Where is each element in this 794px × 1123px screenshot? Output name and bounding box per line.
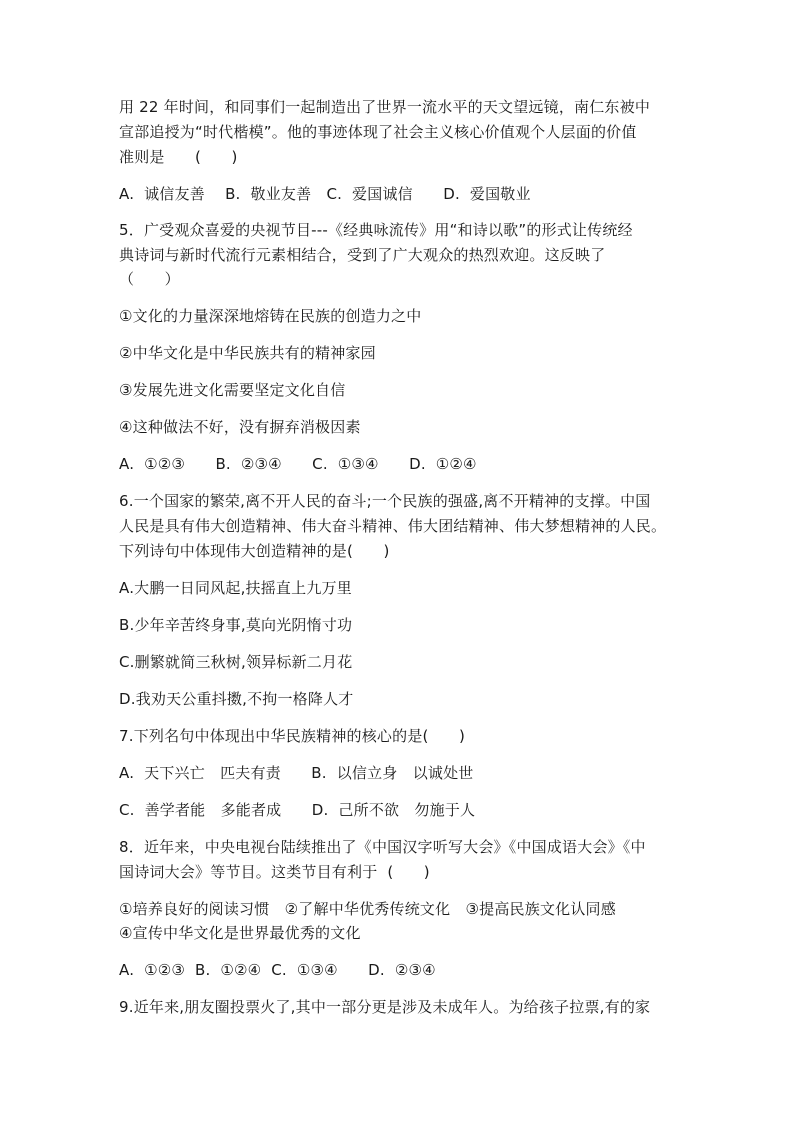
text-line: C.删繁就简三秋树,领异标新二月花 [119,653,353,671]
text-line: 准则是 ( ) [119,148,238,166]
text-line: A. 天下兴亡 匹夫有责 B. 以信立身 以诚处世 [119,764,474,782]
text-line: 5．广受观众喜爱的央视节目---《经典咏流传》用“和诗以歌”的形式让传统经 [119,221,633,239]
text-line: A.大鹏一日同风起,扶摇直上九万里 [119,579,352,597]
text-line: ②中华文化是中华民族共有的精神家园 [119,344,376,362]
text-line: 用 22 年时间，和同事们一起制造出了世界一流水平的天文望远镜，南仁东被中 [119,98,651,116]
text-line: ④宣传中华文化是世界最优秀的文化 [119,924,361,942]
text-line: （ ） [119,270,180,288]
text-line: 典诗词与新时代流行元素相结合，受到了广大观众的热烈欢迎。这反映了 [119,246,606,264]
text-line: 7.下列名句中体现出中华民族精神的核心的是( ) [119,727,466,745]
text-line: 下列诗句中体现伟大创造精神的是( ) [119,542,390,560]
text-line: B.少年辛苦终身事,莫向光阴惰寸功 [119,616,353,634]
text-line: A. ①②③ B. ②③④ C. ①③④ D. ①②④ [119,455,477,473]
text-line: ④这种做法不好，没有摒弃消极因素 [119,418,361,436]
text-line: ①文化的力量深深地熔铸在民族的创造力之中 [119,307,422,325]
text-line: C. 善学者能 多能者成 D. 己所不欲 勿施于人 [119,801,476,819]
text-line: ①培养良好的阅读习惯 ②了解中华优秀传统文化 ③提高民族文化认同感 [119,900,616,918]
text-line: A. ①②③ B. ①②④ C. ①③④ D. ②③④ [119,961,436,979]
text-line: D.我劝天公重抖擞,不拘一格降人才 [119,690,354,708]
text-line: 人民是具有伟大创造精神、伟大奋斗精神、伟大团结精神、伟大梦想精神的人民。 [119,517,667,535]
text-line: 国诗词大会》等节目。这类节目有利于 ( ) [119,863,430,881]
text-line: 6.一个国家的繁荣,离不开人民的奋斗;一个民族的强盛,离不开精神的支撑。中国 [119,492,651,510]
text-line: 8．近年来，中央电视台陆续推出了《中国汉字听写大会》《中国成语大会》《中 [119,838,646,856]
text-line: 宣部追授为“时代楷模”。他的事迹体现了社会主义核心价值观个人层面的价值 [119,123,637,141]
text-line: A. 诚信友善 B. 敬业友善 C. 爱国诚信 D. 爱国敬业 [119,185,531,203]
text-line: 9.近年来,朋友圈投票火了,其中一部分更是涉及未成年人。为给孩子拉票,有的家 [119,998,651,1016]
text-line: ③发展先进文化需要坚定文化自信 [119,381,346,399]
